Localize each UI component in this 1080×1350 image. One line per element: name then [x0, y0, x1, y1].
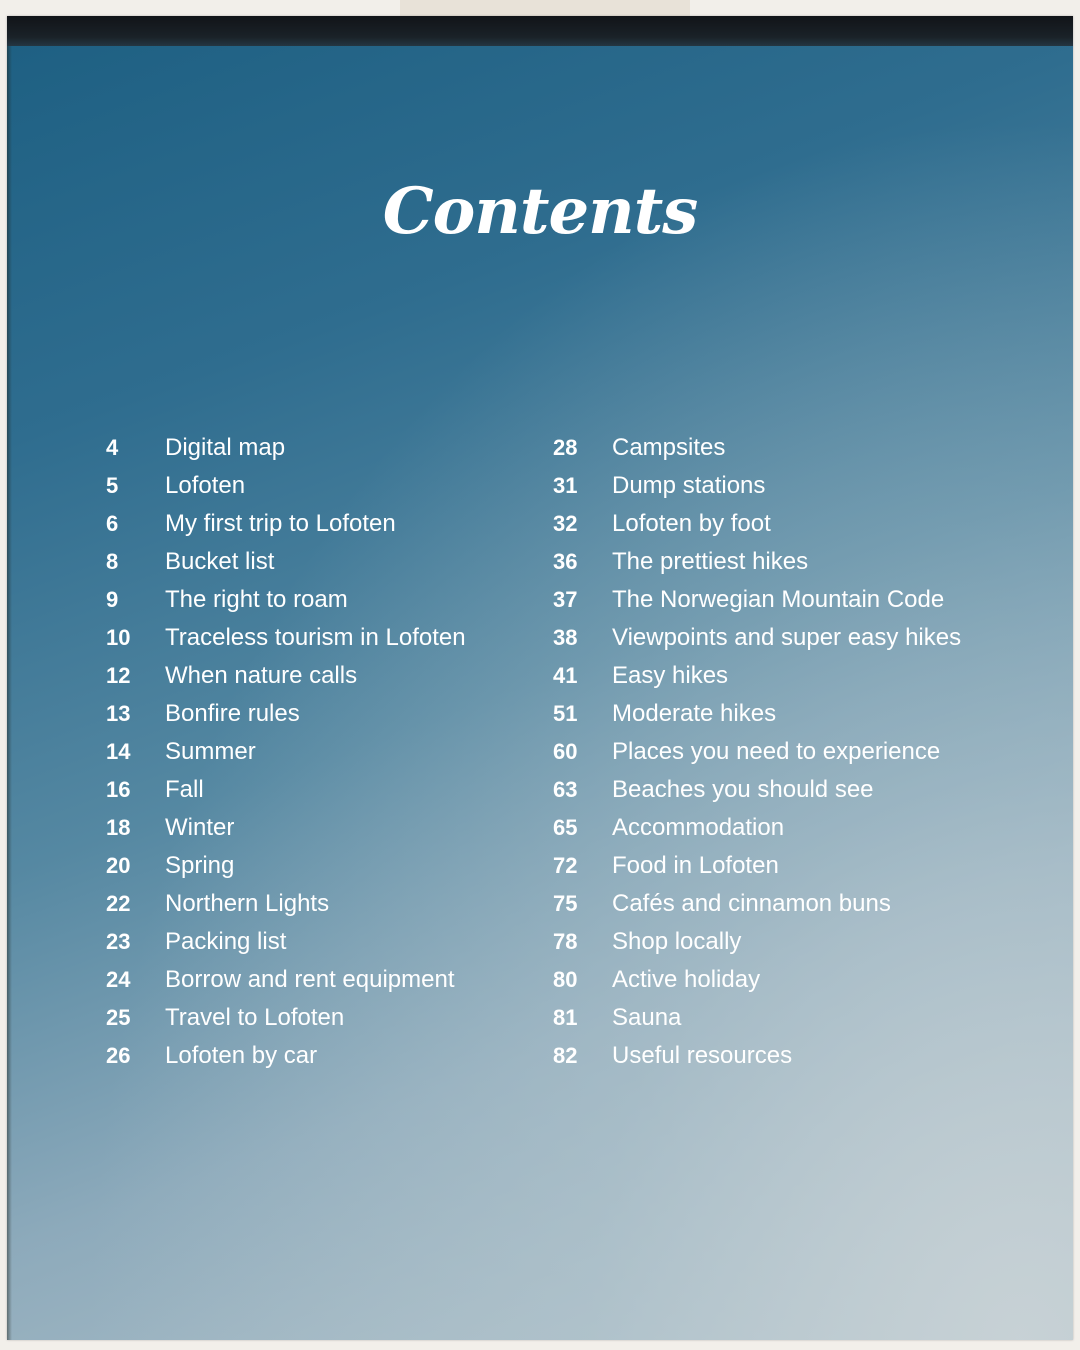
toc-entry-label: Easy hikes — [612, 662, 729, 689]
toc-page-number: 31 — [553, 473, 578, 498]
toc-entry-label: Packing list — [165, 928, 287, 955]
toc-entry — [551, 852, 1031, 890]
toc-entry-label: Campsites — [612, 434, 726, 461]
toc-entry — [551, 624, 1031, 662]
contents-page — [7, 16, 1073, 1340]
toc-page-number: 12 — [106, 663, 131, 688]
toc-page-number: 37 — [553, 587, 578, 612]
toc-entry — [104, 928, 534, 966]
toc-entry-label: Beaches you should see — [612, 776, 874, 803]
toc-entry — [551, 1004, 1031, 1042]
toc-page-number: 13 — [106, 701, 131, 726]
toc-column-left — [104, 434, 534, 1080]
toc-entry-label: Fall — [165, 776, 204, 803]
toc-entry-label: Bonfire rules — [165, 700, 300, 727]
toc-entry-label: The prettiest hikes — [612, 548, 809, 575]
toc-entry-label: Lofoten by foot — [612, 510, 771, 537]
toc-page-number: 38 — [553, 625, 578, 650]
toc-entry — [551, 586, 1031, 624]
toc-entry-label: Lofoten by car — [165, 1042, 318, 1069]
toc-entry-label: Places you need to experience — [612, 738, 941, 765]
toc-entry — [104, 434, 534, 472]
toc-entry — [104, 624, 534, 662]
toc-entry — [104, 510, 534, 548]
toc-page-number: 63 — [553, 777, 578, 802]
toc-entry — [104, 738, 534, 776]
toc-page-number: 28 — [553, 435, 578, 460]
toc-entry-label: The right to roam — [165, 586, 348, 613]
toc-entry — [104, 966, 534, 1004]
toc-entry — [551, 434, 1031, 472]
toc-page-number: 22 — [106, 891, 131, 916]
toc-entry-label: Summer — [165, 738, 256, 765]
book-spine-edge — [7, 16, 1073, 46]
toc-column-right — [551, 434, 1031, 1080]
toc-entry-label: Travel to Lofoten — [165, 1004, 345, 1031]
toc-entry — [104, 700, 534, 738]
toc-entry-label: Borrow and rent equipment — [165, 966, 455, 993]
toc-page-number: 6 — [106, 511, 119, 536]
toc-entry-label: Spring — [165, 852, 235, 879]
toc-entry — [104, 1004, 534, 1042]
toc-entry-label: Winter — [165, 814, 235, 841]
toc-entry-label: Lofoten — [165, 472, 246, 499]
toc-page-number: 20 — [106, 853, 131, 878]
toc-page-number: 23 — [106, 929, 131, 954]
page-title: Contents — [382, 174, 698, 249]
toc-page-number: 32 — [553, 511, 578, 536]
toc-entry — [551, 548, 1031, 586]
toc-entry — [551, 738, 1031, 776]
toc-entry — [551, 890, 1031, 928]
toc-entry-label: The Norwegian Mountain Code — [612, 586, 945, 613]
toc-entry — [104, 852, 534, 890]
toc-entry — [551, 776, 1031, 814]
toc-entry — [551, 966, 1031, 1004]
toc-entry-label: Sauna — [612, 1004, 682, 1031]
toc-entry — [104, 814, 534, 852]
toc-entry — [104, 548, 534, 586]
toc-entry-label: Moderate hikes — [612, 700, 777, 727]
toc-page-number: 16 — [106, 777, 131, 802]
toc-page-number: 78 — [553, 929, 578, 954]
toc-entry — [551, 814, 1031, 852]
toc-entry — [104, 1042, 534, 1080]
toc-entry-label: Shop locally — [612, 928, 742, 955]
toc-entry — [104, 776, 534, 814]
toc-entry-label: Active holiday — [612, 966, 761, 993]
toc-page-number: 36 — [553, 549, 578, 574]
toc-entry-label: When nature calls — [165, 662, 358, 689]
toc-entry-label: Dump stations — [612, 472, 766, 499]
toc-entry — [104, 472, 534, 510]
toc-entry-label: Cafés and cinnamon buns — [612, 890, 891, 917]
toc-entry-label: Accommodation — [612, 814, 785, 841]
toc-page-number: 26 — [106, 1043, 131, 1068]
toc-page-number: 10 — [106, 625, 131, 650]
toc-page-number: 60 — [553, 739, 578, 764]
toc-entry — [551, 662, 1031, 700]
toc-entry — [104, 586, 534, 624]
toc-page-number: 4 — [106, 435, 119, 460]
toc-page-number: 75 — [553, 891, 578, 916]
toc-page-number: 51 — [553, 701, 578, 726]
toc-page-number: 82 — [553, 1043, 578, 1068]
toc-entry-label: Northern Lights — [165, 890, 330, 917]
toc-page-number: 24 — [106, 967, 131, 992]
toc-page-number: 18 — [106, 815, 131, 840]
toc-page-number: 14 — [106, 739, 131, 764]
toc-page-number: 25 — [106, 1005, 131, 1030]
toc-page-number: 41 — [553, 663, 578, 688]
toc-entry — [551, 928, 1031, 966]
toc-page-number: 65 — [553, 815, 578, 840]
toc-entry-label: Useful resources — [612, 1042, 793, 1069]
toc-entry — [551, 700, 1031, 738]
toc-entry — [104, 890, 534, 928]
toc-entry — [551, 472, 1031, 510]
toc-entry-label: Digital map — [165, 434, 286, 461]
toc-page-number: 80 — [553, 967, 578, 992]
toc-entry — [104, 662, 534, 700]
toc-entry-label: Food in Lofoten — [612, 852, 779, 879]
toc-entry — [551, 510, 1031, 548]
toc-entry-label: Bucket list — [165, 548, 275, 575]
toc-page-number: 9 — [106, 587, 119, 612]
toc-entry-label: Viewpoints and super easy hikes — [612, 624, 962, 651]
toc-entry — [551, 1042, 1031, 1080]
toc-page-number: 81 — [553, 1005, 578, 1030]
toc-entry-label: Traceless tourism in Lofoten — [165, 624, 466, 651]
toc-page-number: 72 — [553, 853, 578, 878]
toc-page-number: 5 — [106, 473, 119, 498]
toc-entry-label: My first trip to Lofoten — [165, 510, 396, 537]
toc-page-number: 8 — [106, 549, 119, 574]
